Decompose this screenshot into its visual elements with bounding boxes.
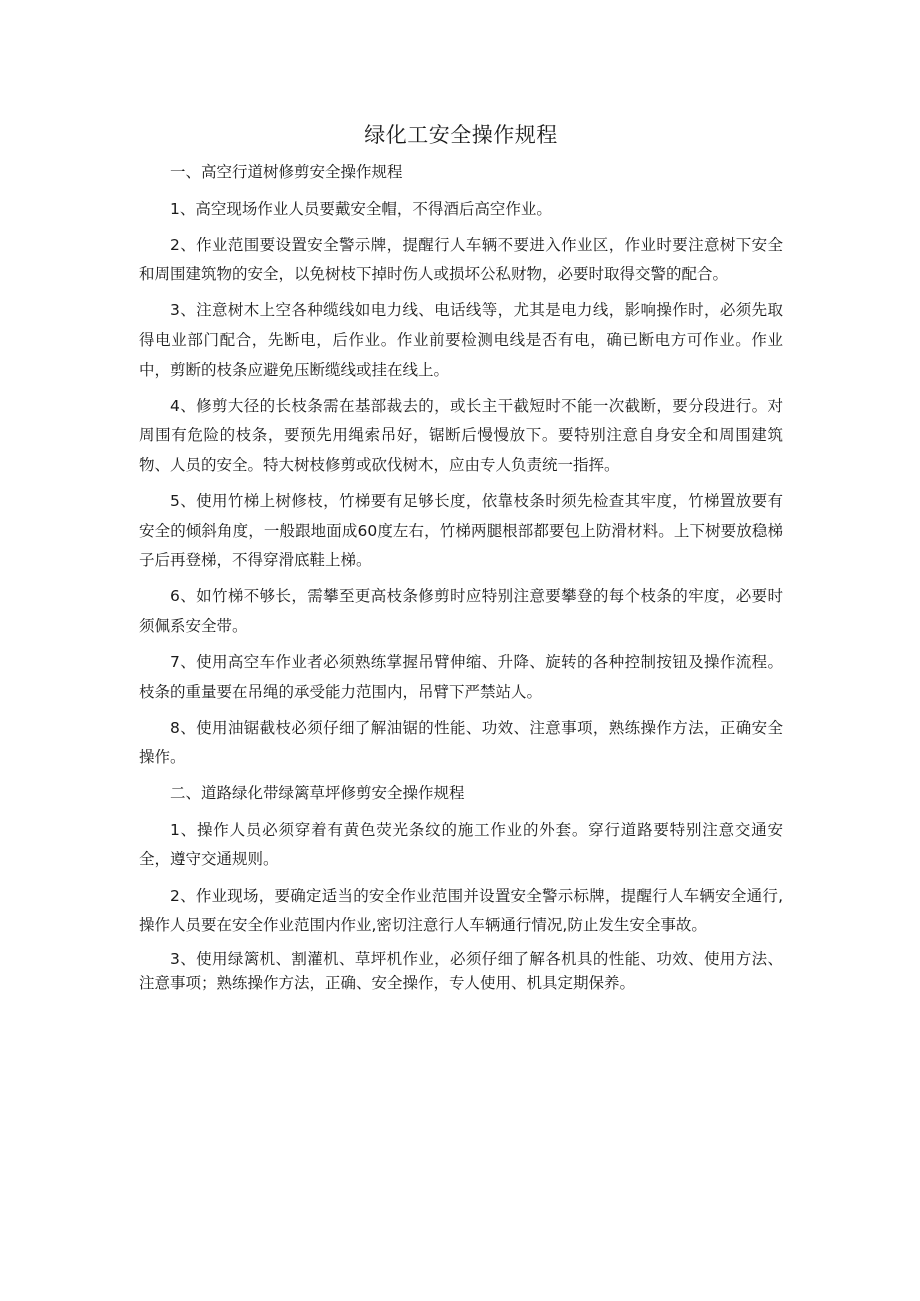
rule-paragraph: 3、使用绿篱机、割灌机、草坪机作业，必须仔细了解各机具的性能、功效、使用方法、注意事项；熟练操作方法，正确、安全操作，专人使用、机具定期保养。 [139,950,783,993]
section-heading: 二、道路绿化带绿篱草坪修剪安全操作规程 [170,784,465,803]
rule-paragraph: 3、注意树木上空各种缆线如电力线、电话线等，尤其是电力线，影响操作时，必须先取得电业部门配合，先断电，后作业。作业前要检测电线是否有电，确已断电方可作业。作业中，剪断的枝条应避免压断缆线或挂在线上。 [139,301,783,379]
rule-paragraph: 7、使用高空车作业者必须熟练掌握吊臂伸缩、升降、旋转的各种控制按钮及操作流程。枝条的重量要在吊绳的承受能力范围内，吊臂下严禁站人。 [139,652,783,701]
document-body [139,118,783,1002]
section-heading: 一、高空行道树修剪安全操作规程 [170,163,403,181]
rule-paragraph: 1、高空现场作业人员要戴安全帽，不得酒后高空作业。 [170,199,552,218]
rule-paragraph: 4、修剪大径的长枝条需在基部裁去的，或长主干截短时不能一次截断，要分段进行。对周围有危险的枝条，要预先用绳索吊好，锯断后慢慢放下。要特别注意自身安全和周围建筑物、人员的安全。特大树枝修剪或砍伐树木，应由专人负责统一指挥。 [139,396,783,474]
rule-paragraph: 2、作业现场，要确定适当的安全作业范围并设置安全警示标牌，提醒行人车辆安全通行,操作人员要在安全作业范围内作业,密切注意行人车辆通行情况,防止发生安全事故。 [139,886,783,935]
rule-paragraph: 2、作业范围要设置安全警示牌，提醒行人车辆不要进入作业区，作业时要注意树下安全和周围建筑物的安全，以免树枝下掉时伤人或损坏公私财物，必要时取得交警的配合。 [139,235,783,284]
rule-paragraph: 8、使用油锯截枝必须仔细了解油锯的性能、功效、注意事项，熟练操作方法，正确安全操作。 [139,718,783,767]
rule-paragraph: 6、如竹梯不够长，需攀至更高枝条修剪时应特别注意要攀登的每个枝条的牢度，必要时须佩系安全带。 [139,587,783,635]
document-title: 绿化工安全操作规程 [364,123,558,147]
rule-paragraph: 1、操作人员必须穿着有黄色荧光条纹的施工作业的外套。穿行道路要特别注意交通安全，遵守交通规则。 [139,820,783,869]
rule-paragraph: 5、使用竹梯上树修枝，竹梯要有足够长度，依靠枝条时须先检查其牢度，竹梯置放要有安全的倾斜角度，一般跟地面成60度左右，竹梯两腿根部都要包上防滑材料。上下树要放稳梯子后再登梯，不得穿滑底鞋上梯。 [139,491,783,570]
